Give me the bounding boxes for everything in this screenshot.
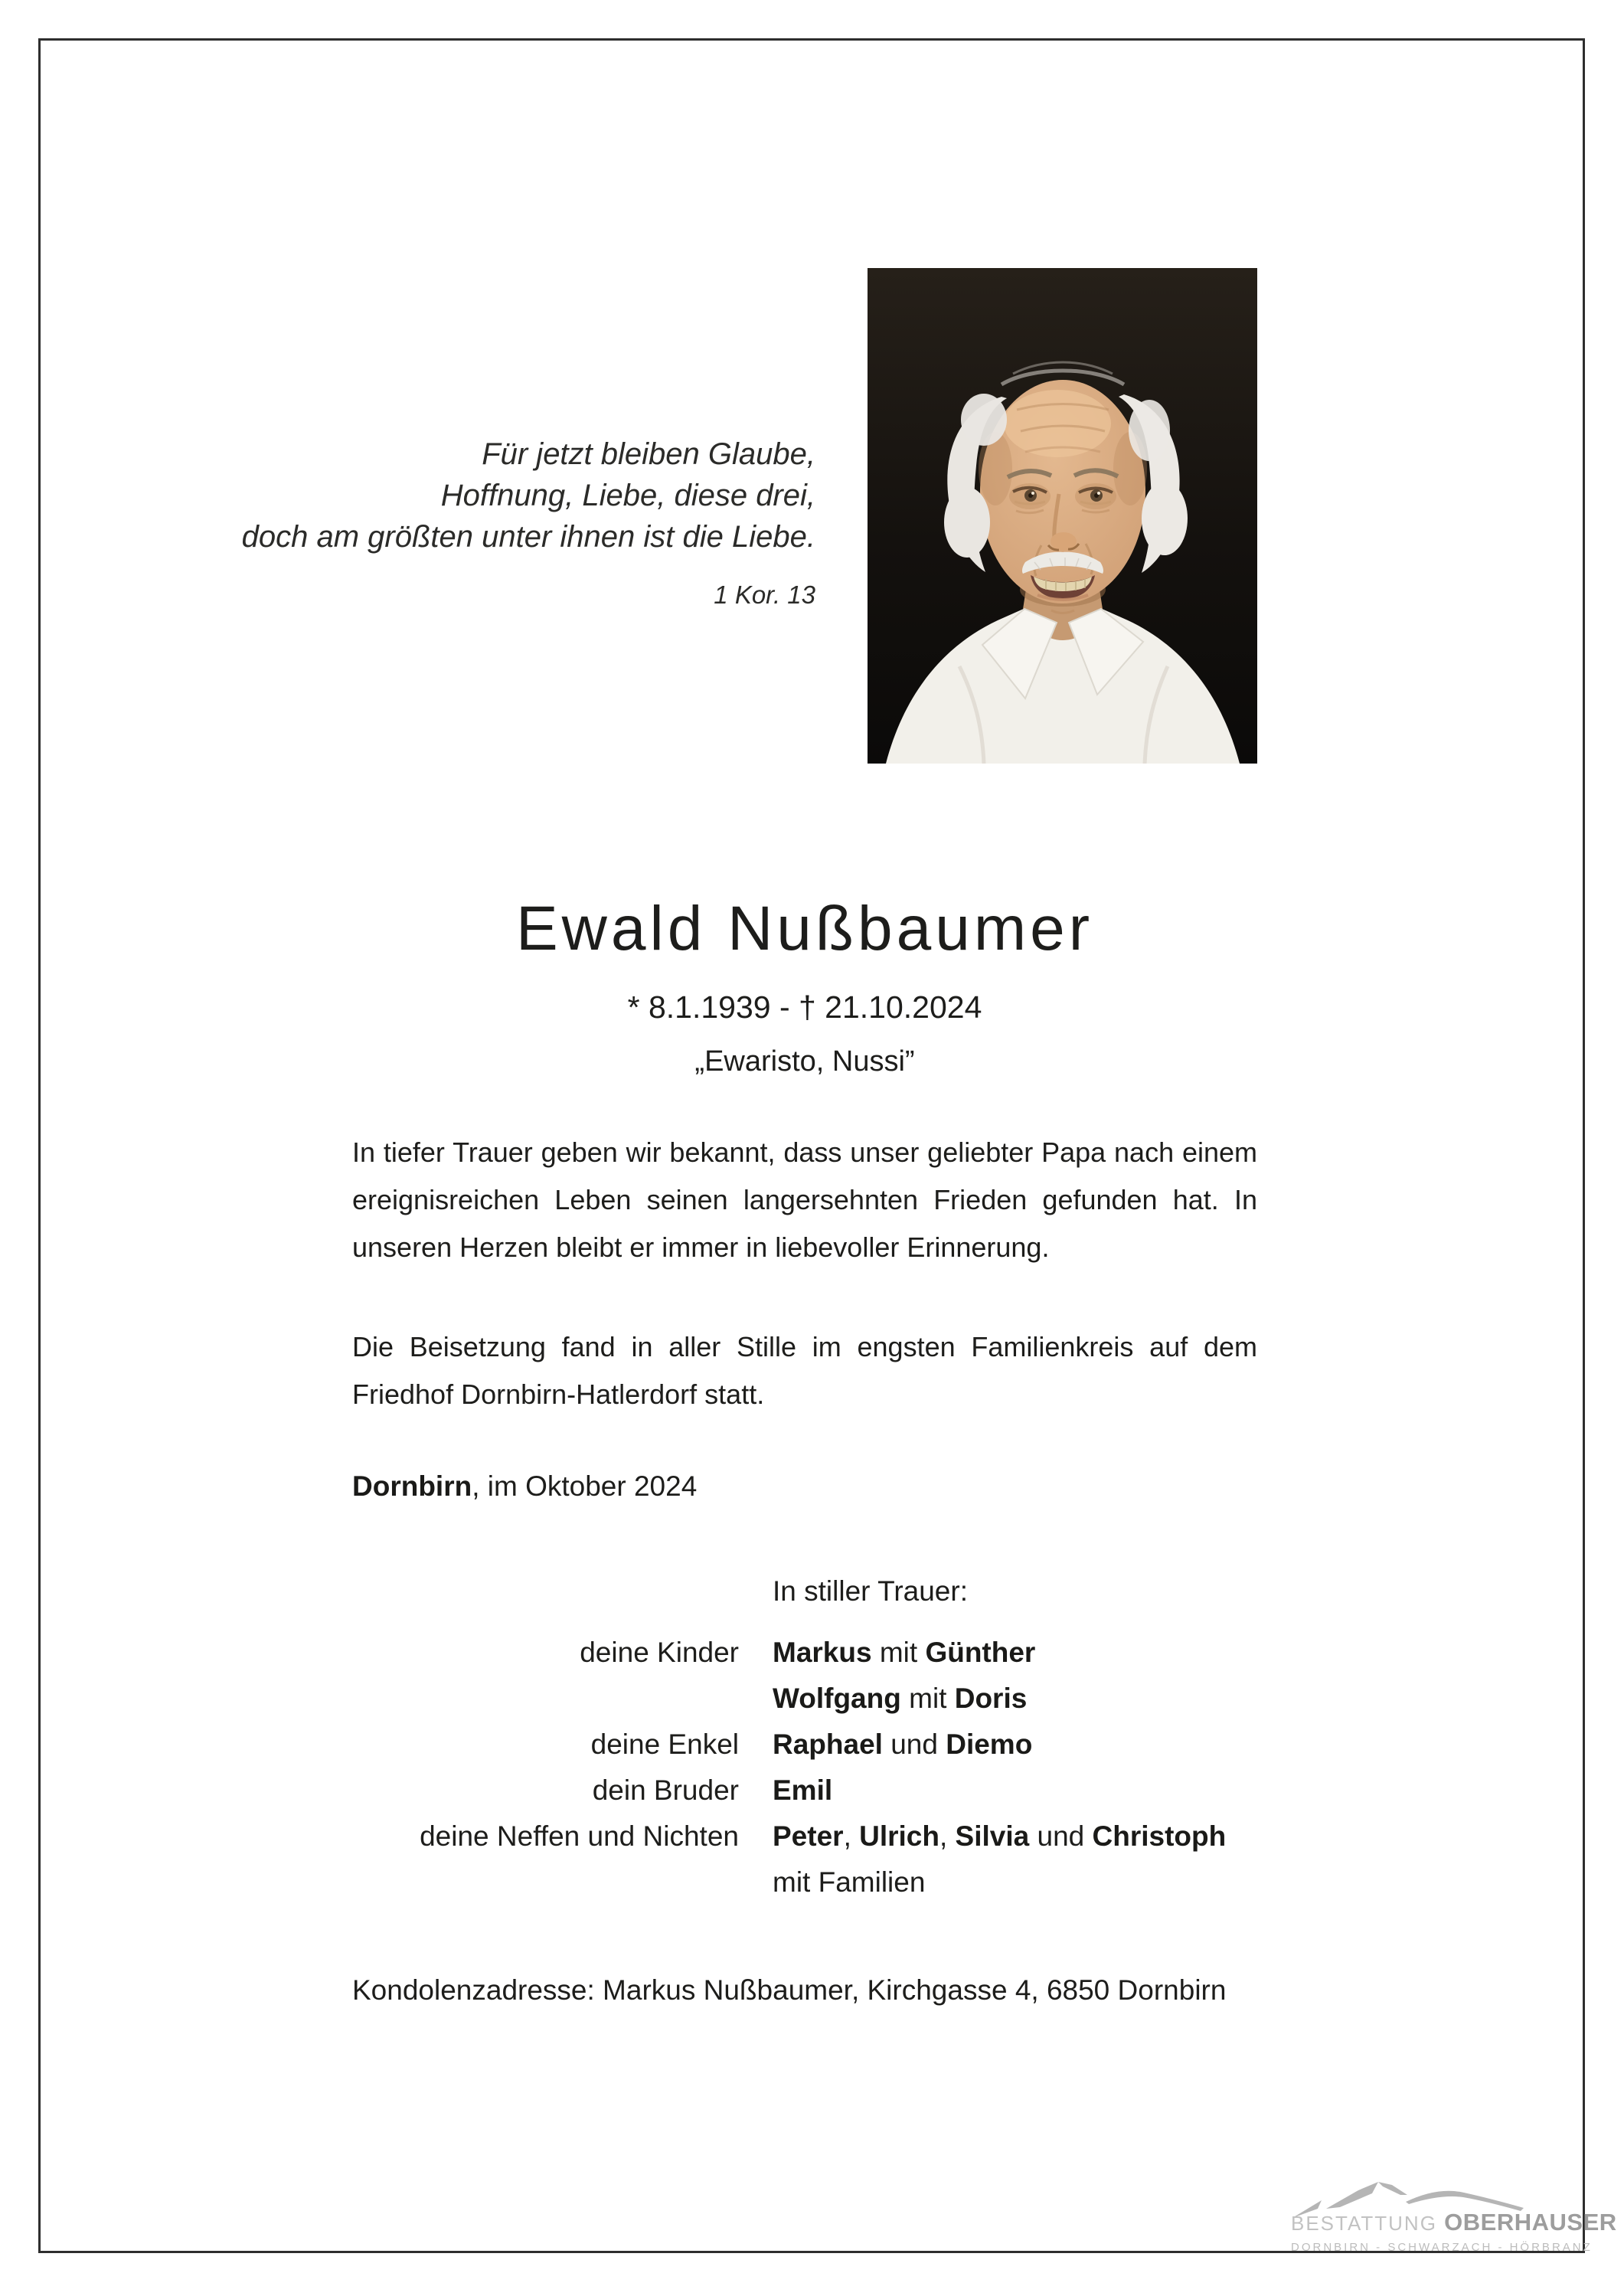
mourning-header: In stiller Trauer: [773, 1575, 968, 1607]
relation-label [352, 1676, 739, 1722]
relation-label: dein Bruder [592, 1774, 739, 1806]
family-row [352, 1676, 1226, 1722]
announcement-paragraph: In tiefer Trauer geben wir bekannt, dass unser geliebter Papa nach einem ereignisreichen Leben seinen langersehnten Frieden gefunden hat. In unseren Herzen bleibt er immer in liebevoller Erinnerung. [352, 1137, 1257, 1263]
family-names: Peter, Ulrich, Silvia und Christoph [773, 1820, 1227, 1852]
relation-label [352, 1859, 739, 1905]
quote-line-3: doch am größten unter ihnen ist die Liebe. [241, 520, 815, 554]
family-row [352, 1630, 1226, 1676]
condolence-line: Kondolenzadresse: Markus Nußbaumer, Kirchgasse 4, 6850 Dornbirn [352, 1974, 1227, 2006]
place-date-line [352, 1470, 697, 1503]
family-list [352, 1630, 1226, 1905]
family-row [352, 1722, 1226, 1768]
nickname: „Ewaristo, Nussi” [694, 1045, 915, 1078]
portrait-photo [868, 268, 1257, 764]
life-dates: * 8.1.1939 - † 21.10.2024 [627, 989, 982, 1025]
relation-label: deine Neffen und Nichten [420, 1820, 739, 1852]
burial-paragraph: Die Beisetzung fand in aller Stille im engsten Familienkreis auf dem Friedhof Dornbirn-Hatlerdorf statt. [352, 1331, 1257, 1410]
family-names: Markus mit Günther [773, 1637, 1036, 1668]
family-row [352, 1859, 1226, 1905]
quote-source: 1 Kor. 13 [714, 581, 815, 609]
family-row [352, 1768, 1226, 1814]
deceased-name: Ewald Nußbaumer [515, 894, 1094, 963]
family-names: mit Familien [773, 1866, 926, 1898]
brand-line [1291, 2209, 1617, 2236]
relation-label: deine Kinder [580, 1637, 739, 1668]
family-names: Raphael und Diemo [773, 1729, 1033, 1760]
deceased-header [352, 895, 1257, 1078]
quote-line-2: Hoffnung, Liebe, diese drei, [440, 479, 815, 512]
relation-label: deine Enkel [590, 1729, 739, 1760]
brand-prefix: BESTATTUNG [1291, 2212, 1437, 2235]
brand-locations: DORNBIRN - SCHWARZACH - HÖRBRANZ [1291, 2241, 1593, 2254]
family-row [352, 1814, 1226, 1859]
funeral-home-logo [1291, 2178, 1617, 2254]
place-name: Dornbirn [352, 1470, 472, 1502]
brand-name: OBERHAUSER [1444, 2209, 1617, 2235]
place-date-suffix: , im Oktober 2024 [472, 1470, 698, 1502]
family-names: Wolfgang mit Doris [773, 1683, 1028, 1714]
quote-block [242, 433, 815, 616]
quote-line-1: Für jetzt bleiben Glaube, [482, 437, 815, 471]
family-names: Emil [773, 1774, 833, 1806]
